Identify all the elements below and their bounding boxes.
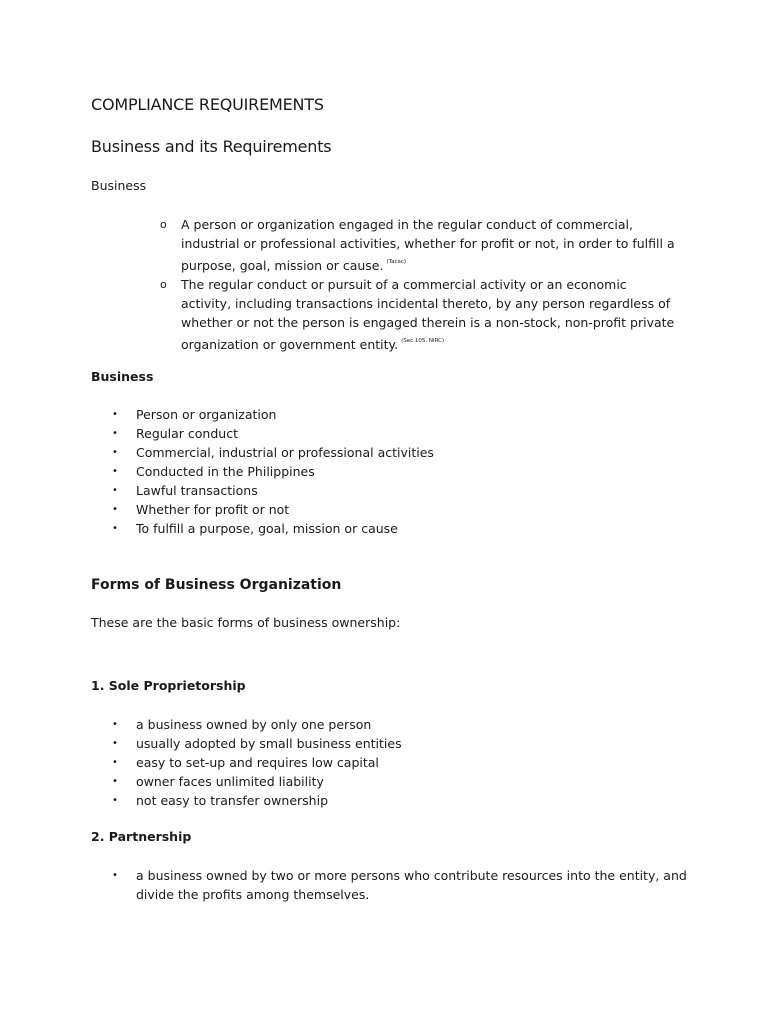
bullet-icon: • [112,719,118,730]
sole-proprietorship-heading: 1. Sole Proprietorship [91,678,246,693]
list-item: • owner faces unlimited liability [112,774,324,789]
definition-text: A person or organization engaged in the regular conduct of commercial, industrial or professional activities, whether for profit or not, in order to fulfill a purpose, goal, mission or cause. [181,217,675,273]
bullet-icon: • [112,466,118,477]
definition-item [160,215,680,275]
definition-list [160,215,680,354]
citation: (Tacac) [386,259,407,265]
business-elements-heading: Business [91,369,154,384]
list-item: • To fulfill a purpose, goal, mission or cause [112,521,398,536]
list-item: • Conducted in the Philippines [112,464,315,479]
list-item: • Lawful transactions [112,483,258,498]
bullet-icon: • [112,428,118,439]
list-item: • Commercial, industrial or professional activities [112,445,434,460]
partnership-heading: 2. Partnership [91,829,192,844]
document-title: COMPLIANCE REQUIREMENTS [91,95,324,114]
circle-bullet-icon: o [160,218,167,231]
circle-bullet-icon: o [160,278,167,291]
bullet-icon: • [112,738,118,749]
list-item: • not easy to transfer ownership [112,793,329,808]
bullet-icon: • [112,776,118,787]
definition-item [160,275,680,354]
partnership-list [112,866,692,904]
sole-proprietorship-list [112,715,692,810]
bullet-icon: • [112,485,118,496]
business-label: Business [91,178,147,193]
bullet-icon: • [112,447,118,458]
list-item: • Person or organization [112,407,277,422]
bullet-icon: • [112,870,118,881]
list-item: • Regular conduct [112,426,238,441]
forms-intro: These are the basic forms of business ownership: [91,615,401,630]
list-item: • easy to set-up and requires low capital [112,755,379,770]
bullet-icon: • [112,523,118,534]
citation: (Sec 105, NIRC) [401,338,445,344]
bullet-icon: • [112,504,118,515]
forms-heading: Forms of Business Organization [91,577,342,593]
document-subtitle: Business and its Requirements [91,137,332,156]
bullet-icon: • [112,409,118,420]
list-item: • a business owned by only one person [112,717,372,732]
bullet-icon: • [112,795,118,806]
list-item: • Whether for profit or not [112,502,290,517]
definition-text: The regular conduct or pursuit of a commercial activity or an economic activity, including transactions incidental thereto, by any person regardless of whether or not the person is engaged therein is a non-stock, non-profit private organization or government entity. [181,277,675,352]
bullet-icon: • [112,757,118,768]
list-item: • a business owned by two or more persons who contribute resources into the entity, and divide the profits among themselves. [112,868,687,902]
business-elements-list [112,405,692,538]
list-item: • usually adopted by small business entities [112,736,402,751]
